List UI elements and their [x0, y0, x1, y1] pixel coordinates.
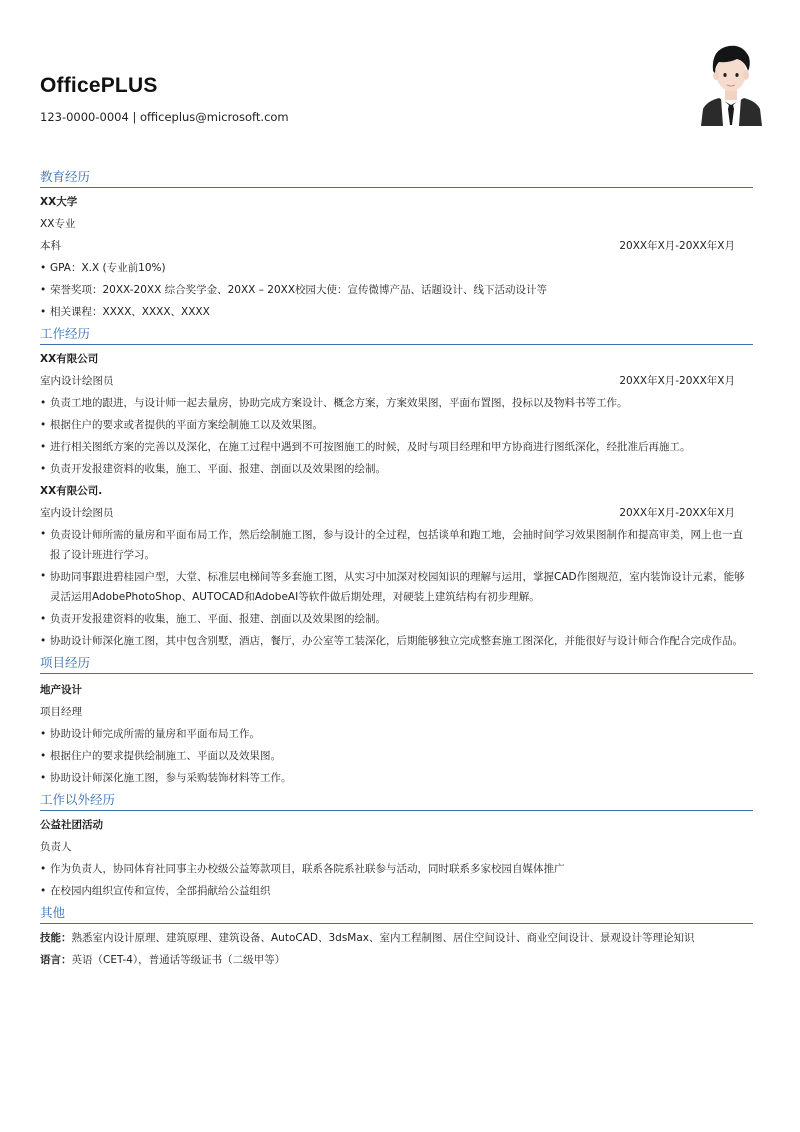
contact-info: 123-0000-0004 | officeplus@microsoft.com	[40, 110, 289, 124]
school-name: XX大学	[40, 196, 78, 208]
list-item: • 协助设计师深化施工图，其中包含别墅，酒店，餐厅，办公室等工装深化，后期能够独立完成整套施工图深化，并能很好与设计师合作配合完成作品。	[40, 630, 753, 652]
list-item: • 相关课程：XXXX、XXXX、XXXX	[40, 301, 753, 323]
language-label: 语言：	[40, 954, 72, 966]
section-title-extra: 工作以外经历	[40, 789, 753, 811]
language-row	[40, 949, 753, 971]
project-name: 地产设计	[40, 684, 82, 696]
list-item: • 荣誉奖项：20XX-20XX 综合奖学金、20XX – 20XX校园大使：宣传微博产品、话题设计、线下活动设计等	[40, 279, 753, 301]
list-item: • 负责开发报建资料的收集，施工、平面、报建、剖面以及效果图的绘制。	[40, 458, 753, 480]
list-item: • 根据住户的要求或者提供的平面方案绘制施工以及效果图。	[40, 414, 753, 436]
list-item: • 负责开发报建资料的收集，施工、平面、报建、剖面以及效果图的绘制。	[40, 608, 753, 630]
job-role: 室内设计绘图员	[40, 375, 114, 387]
skills-text: 熟悉室内设计原理、建筑原理、建筑设备、AutoCAD、3dsMax、室内工程制图、居住空间设计、商业空间设计、景观设计等理论知识	[71, 932, 695, 944]
degree-row	[40, 235, 753, 257]
company-name: XX有限公司	[40, 353, 99, 365]
list-item: • 协助设计师深化施工图，参与采购装饰材料等工作。	[40, 767, 753, 789]
role-row	[40, 502, 753, 524]
activity-role: 负责人	[40, 841, 72, 853]
list-item: • 负责设计师所需的量房和平面布局工作，然后绘制施工图，参与设计的全过程，包括谈单和跑工地，会抽时间学习效果图制作和提高审美，网上也一直报了设计班进行学习。	[40, 524, 753, 566]
candidate-name: OfficePLUS	[40, 74, 158, 97]
skills-row	[40, 927, 753, 949]
resume-content	[40, 166, 753, 971]
list-item: • 根据住户的要求提供绘制施工、平面以及效果图。	[40, 745, 753, 767]
list-item: • 进行相关图纸方案的完善以及深化，在施工过程中遇到不可按图施工的时候，及时与项目经理和甲方协商进行图纸深化，经批准后再施工。	[40, 436, 753, 458]
language-text: 英语（CET-4），普通话等级证书（二级甲等）	[71, 954, 286, 966]
section-title-work: 工作经历	[40, 323, 753, 345]
list-item: • 协助同事跟进碧桂园户型，大堂、标准层电梯间等多套施工图，从实习中加深对校园知识的理解与运用，掌握CAD作图规范，室内装饰设计元素，能够灵活运用AdobePhotoShop、AUTOCAD和AdobeAI等软件做后期处理，对硬装上建筑结构有初步理解。	[40, 566, 753, 608]
section-title-projects: 项目经历	[40, 652, 753, 674]
skills-label: 技能：	[40, 932, 72, 944]
list-item: • 负责工地的跟进，与设计师一起去量房，协助完成方案设计、概念方案，方案效果图，平面布置图，投标以及物料书等工作。	[40, 392, 753, 414]
project-role: 项目经理	[40, 706, 82, 718]
job-date: 20XX年X月-20XX年X月	[619, 375, 735, 387]
degree: 本科	[40, 240, 61, 252]
list-item: • 协助设计师完成所需的量房和平面布局工作。	[40, 723, 753, 745]
section-title-other: 其他	[40, 902, 753, 924]
job-date: 20XX年X月-20XX年X月	[619, 507, 735, 519]
activity-name: 公益社团活动	[40, 819, 103, 831]
company-name: XX有限公司.	[40, 485, 103, 497]
list-item: • GPA：X.X (专业前10%)	[40, 257, 753, 279]
role-row	[40, 370, 753, 392]
major: XX专业	[40, 218, 76, 230]
section-title-education: 教育经历	[40, 166, 753, 188]
list-item: • 作为负责人，协同体育社同事主办校级公益筹款项目，联系各院系社联参与活动，同时联系多家校园自媒体推广	[40, 858, 753, 880]
list-item: • 在校园内组织宣传和宣传，全部捐献给公益组织	[40, 880, 753, 902]
job-role: 室内设计绘图员	[40, 507, 114, 519]
education-date: 20XX年X月-20XX年X月	[619, 240, 735, 252]
avatar	[699, 41, 764, 126]
